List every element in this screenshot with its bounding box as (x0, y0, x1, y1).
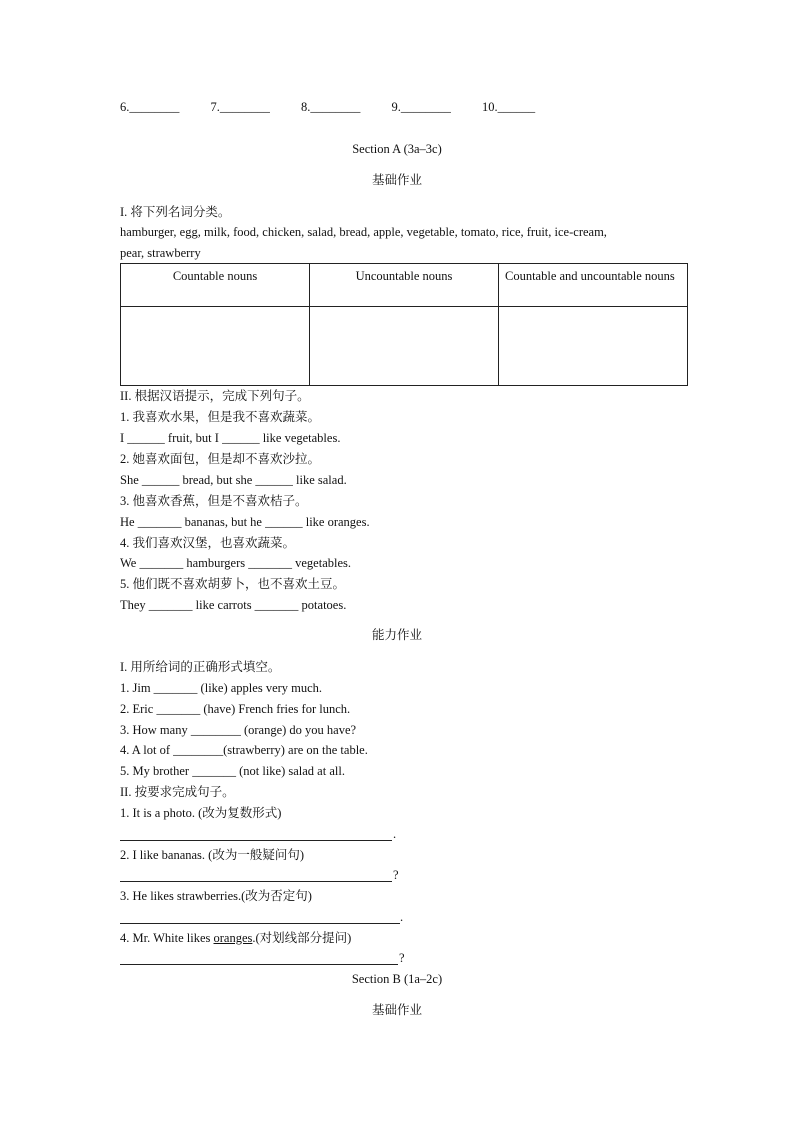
top-answer-blanks (120, 99, 563, 115)
part1-heading: I. 将下列名词分类。 (120, 205, 231, 219)
part4-item2-question: 2. I like bananas. (改为一般疑问句) (120, 848, 304, 862)
cell-uncountable[interactable] (310, 307, 499, 386)
part4-item4-pre: 4. Mr. White likes (120, 931, 214, 945)
part3-heading: I. 用所给词的正确形式填空。 (120, 660, 281, 674)
cell-both[interactable] (499, 307, 688, 386)
part2-item1-cn: 1. 我喜欢水果，但是我不喜欢蔬菜。 (120, 410, 321, 424)
part2-item1-en[interactable]: I ______ fruit, but I ______ like vegetables. (120, 431, 341, 445)
part2-heading: II. 根据汉语提示，完成下列句子。 (120, 389, 310, 403)
word-list-line2: pear, strawberry (120, 246, 201, 260)
blank-6[interactable]: 6.________ (120, 100, 180, 114)
part2-item5-cn: 5. 他们既不喜欢胡萝卜，也不喜欢土豆。 (120, 577, 346, 591)
part2-item2-cn: 2. 她喜欢面包，但是却不喜欢沙拉。 (120, 452, 321, 466)
part2-item4-cn: 4. 我们喜欢汉堡，也喜欢蔬菜。 (120, 536, 296, 550)
part3-item4[interactable]: 4. A lot of ________(strawberry) are on the table. (120, 743, 368, 757)
part4-item4-post: .(对划线部分提问) (252, 931, 352, 945)
part4-item1-question: 1. It is a photo. (改为复数形式) (120, 806, 282, 820)
part3-item5[interactable]: 5. My brother _______ (not like) salad at all. (120, 764, 345, 778)
part2-item3-cn: 3. 他喜欢香蕉，但是不喜欢桔子。 (120, 494, 308, 508)
cell-countable[interactable] (121, 307, 310, 386)
part4-item4-end: ? (399, 951, 405, 965)
part4-item4-underlined: oranges (213, 931, 253, 945)
blank-9[interactable]: 9.________ (391, 100, 451, 114)
part4-item1-answer-line[interactable] (120, 840, 392, 841)
basic-homework-heading-2: 基础作业 (371, 1003, 422, 1017)
part4-item3-question: 3. He likes strawberries.(改为否定句) (120, 889, 312, 903)
header-uncountable: Uncountable nouns (310, 264, 499, 307)
part4-item3-answer-line[interactable] (120, 923, 400, 924)
part3-item1[interactable]: 1. Jim _______ (like) apples very much. (120, 681, 323, 695)
part3-item2[interactable]: 2. Eric _______ (have) French fries for lunch. (120, 702, 351, 716)
part2-item3-en[interactable]: He _______ bananas, but he ______ like oranges. (120, 515, 370, 529)
part4-heading: II. 按要求完成句子。 (120, 785, 235, 799)
blank-8[interactable]: 8.________ (301, 100, 361, 114)
part2-item4-en[interactable]: We _______ hamburgers _______ vegetables. (120, 556, 352, 570)
header-countable: Countable nouns (121, 264, 310, 307)
part2-item2-en[interactable]: She ______ bread, but she ______ like salad. (120, 473, 347, 487)
header-both: Countable and uncountable nouns (499, 264, 688, 307)
part4-item4-answer-line[interactable] (120, 964, 398, 965)
section-b-title: Section B (1a–2c) (351, 972, 443, 986)
part4-item1-end: . (393, 827, 397, 841)
part4-item2-answer-line[interactable] (120, 881, 392, 882)
part4-item2-end: ? (393, 868, 399, 882)
ability-homework-heading: 能力作业 (371, 628, 422, 642)
section-a-title: Section A (3a–3c) (352, 142, 442, 156)
part4-item4-question (120, 930, 351, 946)
blank-7[interactable]: 7.________ (210, 100, 270, 114)
blank-10[interactable]: 10.______ (482, 100, 536, 114)
basic-homework-heading: 基础作业 (371, 173, 422, 187)
noun-classification-table (120, 263, 688, 386)
part4-item3-end: . (400, 910, 404, 924)
word-list-line1: hamburger, egg, milk, food, chicken, salad, bread, apple, vegetable, tomato, rice, fruit, ice-cream, (120, 225, 607, 239)
part2-item5-en[interactable]: They _______ like carrots _______ potatoes. (120, 598, 347, 612)
part3-item3[interactable]: 3. How many ________ (orange) do you have? (120, 723, 357, 737)
